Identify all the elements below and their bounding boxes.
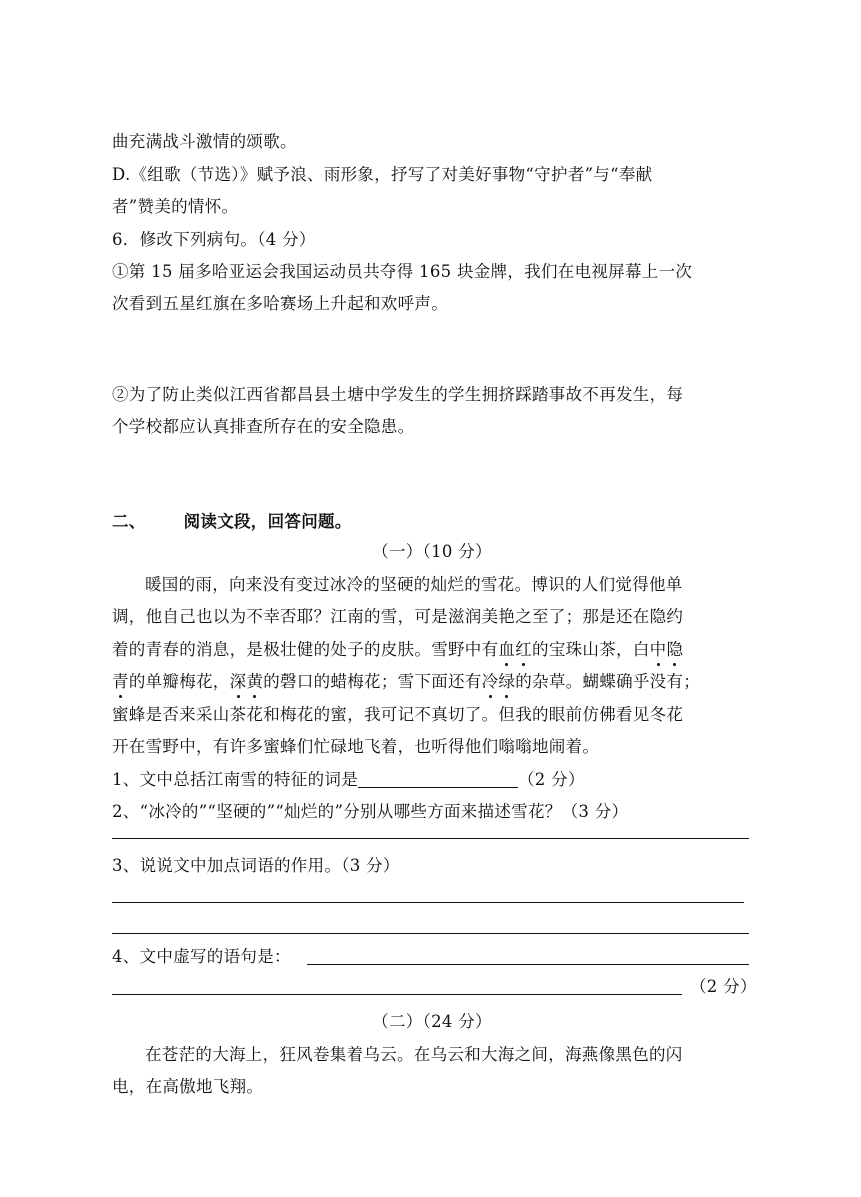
passage-line: 蜜蜂是否来采山茶花和梅花的蜜，我可记不真切了。但我的眼前仿佛看见冬花	[112, 705, 684, 724]
text-line: 曲充满战斗激情的颂歌。	[112, 132, 297, 151]
sentence-1-line: ①第 15 届多哈亚运会我国运动员共夺得 165 块金牌，我们在电视屏幕上一次	[112, 262, 693, 281]
passage-line: 暖国的雨，向来没有变过冰冷的坚硬的灿烂的雪花。博识的人们觉得他单	[145, 575, 683, 594]
passage-line: 电，在高傲地飞翔。	[112, 1077, 264, 1096]
passage-text: 的磬口的蜡梅花；雪下面还有	[263, 672, 482, 691]
section-title: 阅读文段，回答问题。	[183, 512, 352, 531]
score-label: （2 分）	[690, 977, 757, 996]
answer-line[interactable]	[112, 994, 682, 995]
section-number: 二、	[112, 512, 146, 531]
answer-line[interactable]	[112, 933, 749, 934]
question-1	[112, 769, 752, 790]
part-2-heading: （二）（24 分）	[372, 1012, 492, 1031]
passage-text: 的杂草。蝴蝶确乎没有；	[515, 672, 701, 691]
question-3: 3、说说文中加点词语的作用。（3 分）	[112, 856, 400, 875]
passage-text: 的单瓣梅花，	[128, 672, 230, 691]
question-2: 2、“冰冷的”“坚硬的”“灿烂的”分别从哪些方面来描述雪花？（3 分）	[112, 802, 629, 821]
answer-line[interactable]	[112, 838, 749, 839]
sentence-2-line: ②为了防止类似江西省都昌县土塘中学发生的学生拥挤踩踏事故不再发生，每	[112, 385, 684, 404]
passage-line: 在苍茫的大海上，狂风卷集着乌云。在乌云和大海之间，海燕像黑色的闪	[145, 1045, 683, 1064]
dotted-char: 红	[515, 640, 533, 659]
dotted-char: 青	[112, 672, 129, 691]
dotted-char: 深	[229, 672, 247, 691]
passage-line	[112, 640, 752, 660]
sentence-1-line: 次看到五星红旗在多哈赛场上升起和欢呼声。	[112, 294, 448, 313]
passage-line	[112, 672, 752, 692]
question-text: 1、文中总括江南雪的特征的词是	[112, 770, 358, 789]
option-d-line: D.《组歌（节选）》赋予浪、雨形象，抒写了对美好事物“守护者”与“奉献	[112, 165, 653, 184]
passage-line: 开在雪野中，有许多蜜蜂们忙碌地飞着，也听得他们嗡嗡地闹着。	[112, 737, 600, 756]
dotted-char: 隐	[666, 640, 684, 659]
question-6-title: 6．修改下列病句。（4 分）	[112, 230, 316, 249]
passage-text: 着的青春的消息，是极壮健的处子的皮肤。雪野中有	[112, 640, 499, 659]
part-1-heading: （一）（10 分）	[372, 542, 492, 561]
dotted-char: 黄	[246, 672, 264, 691]
passage-text: 的宝珠山茶，白	[532, 640, 650, 659]
dotted-char: 冷	[481, 672, 499, 691]
answer-line[interactable]	[112, 902, 744, 903]
sentence-2-line: 个学校都应认真排查所存在的安全隐患。	[112, 417, 415, 436]
text-line: 者”赞美的情怀。	[112, 197, 239, 216]
dotted-char: 血	[498, 640, 516, 659]
answer-blank-1[interactable]	[358, 769, 518, 788]
passage-line: 调，他自己也以为不幸否耶？江南的雪，可是滋润美艳之至了；那是还在隐约	[112, 607, 684, 626]
answer-line[interactable]	[307, 964, 749, 965]
score-label: （2 分）	[518, 770, 585, 789]
dotted-char: 绿	[498, 672, 516, 691]
dotted-char: 中	[649, 640, 667, 659]
question-4: 4、文中虚写的语句是：	[112, 947, 291, 966]
section-2-heading	[112, 512, 752, 532]
